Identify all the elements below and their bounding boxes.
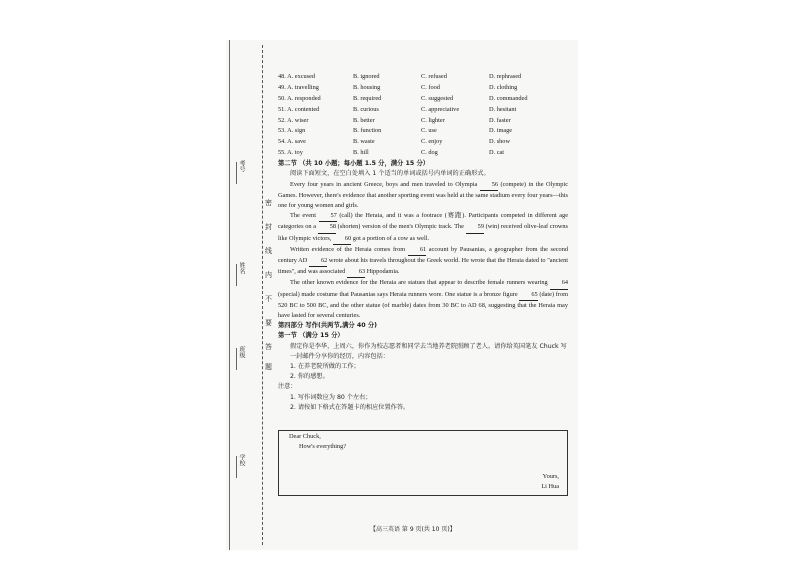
letter-signature: Li Hua	[541, 483, 559, 490]
option-row: 52. A. wiser B. better C. lighter D. faster	[278, 116, 511, 124]
option-row: 50. A. responded B. required C. suggested D. commanded	[278, 94, 528, 102]
passage-paragraph-1: Every four years in ancient Greece, boys and men traveled to Olympia 56 (compete) in the Olympic Games. However, there's evidence that another sporting event was held at the same stadium every four years—this one for young women and girls.	[278, 180, 568, 209]
writing-note-1: 1. 写作词数应为 80 个左右；	[290, 393, 372, 401]
seal-char: 线	[265, 247, 272, 255]
margin-label-class: 班级	[236, 346, 246, 370]
writing-task: 假定你是李华，上周六，你作为校志愿者和同学去当地养老院照顾了老人。请你给英国笔友 Chuck 写一封邮件分享你的经历，内容包括：	[290, 342, 567, 360]
page-footer: 【高三英语 第 9 页(共 10 页)】	[370, 526, 456, 533]
blank-60[interactable]: 60	[333, 234, 351, 245]
blank-61[interactable]: 61	[408, 245, 426, 256]
exam-content	[278, 72, 568, 413]
option-row: 49. A. travelling B. housing C. food D. clothing	[278, 83, 518, 91]
blank-64[interactable]: 64	[550, 278, 568, 289]
letter-answer-box[interactable]	[278, 430, 568, 496]
seal-char: 不	[265, 295, 272, 303]
option-row: 55. A. toy B. hill C. dog D. cat	[278, 149, 505, 157]
section-2-heading: 第二节 （共 10 小题；每小题 1.5 分，满分 15 分）	[278, 160, 430, 168]
seal-char: 要	[265, 319, 272, 327]
seal-char: 内	[265, 271, 272, 279]
writing-note-label: 注意：	[278, 383, 297, 391]
page-edge-line	[229, 40, 230, 550]
option-row: 54. A. save B. waste C. enjoy D. show	[278, 138, 510, 146]
option-row: 51. A. contented B. curious C. appreciative D. hesitant	[278, 105, 517, 113]
blank-62[interactable]: 62	[309, 256, 327, 267]
blank-58[interactable]: 58	[318, 222, 336, 233]
blank-65[interactable]: 65	[519, 290, 537, 301]
letter-first-line: How's everything?	[299, 443, 347, 450]
blank-57[interactable]: 57	[319, 211, 337, 222]
writing-point-1: 1. 在养老院所做的工作；	[290, 362, 360, 370]
part-4-heading: 第四部分 写作(共两节,满分 40 分)	[278, 322, 378, 330]
blank-56[interactable]: 56	[480, 180, 498, 191]
margin-label-school: 学校	[236, 454, 246, 478]
seal-char: 密	[265, 199, 272, 207]
seal-char: 题	[265, 363, 272, 371]
section-2-instruction: 阅读下面短文，在空白处填入 1 个适当的单词或括号内单词的正确形式。	[290, 170, 490, 178]
seal-char: 答	[265, 343, 272, 351]
passage-paragraph-3: Written evidence of the Heraia comes from 61 account by Pausanias, a geographer from the second century AD 62 wrote about his travels throughout the Greek world. He wrote that the Heraia dated to "ancient times", and was associated 63 Hippodamia.	[278, 245, 568, 279]
letter-closing: Yours,	[542, 473, 559, 480]
margin-label-exam-number: 考号	[236, 160, 246, 184]
seal-char: 封	[265, 223, 272, 231]
margin-label-name: 姓名	[236, 262, 246, 286]
letter-greeting: Dear Chuck,	[289, 433, 321, 440]
option-row: 48. A. excused B. ignored C. refused D. rephrased	[278, 73, 522, 80]
passage-paragraph-4: The other known evidence for the Heraia are statues that appear to describe female runners wearing 64 (special) made costume that Pausanias says Heraia runners wore. One statue is a bronze figure 65 (date) from 520 BC to 500 BC, and the other statue (of marble) dates from 30 BC to AD 68, suggesting that the Heraia may have lasted for several centuries.	[278, 279, 568, 319]
blank-63[interactable]: 63	[347, 267, 365, 278]
writing-point-2: 2. 你的感想。	[290, 373, 329, 381]
seal-dashed-line	[262, 45, 263, 545]
cloze-options-table	[278, 72, 568, 159]
blank-59[interactable]: 59	[466, 222, 484, 233]
writing-note-2: 2. 请按如下格式在答题卡的相应位置作答。	[290, 403, 410, 411]
passage-paragraph-2: The event 57 (call) the Heraia, and it was a footrace (赛跑). Participants competed in different age categories on a 58 (shorten) version of the men's Olympic track. The 59 (win) received olive-leaf crowns like Olympic victors, 60 got a portion of a cow as well.	[278, 211, 568, 245]
option-row: 53. A. sign B. function C. use D. image	[278, 127, 513, 135]
part-4-subheading: 第一节 （满分 15 分）	[278, 332, 344, 340]
